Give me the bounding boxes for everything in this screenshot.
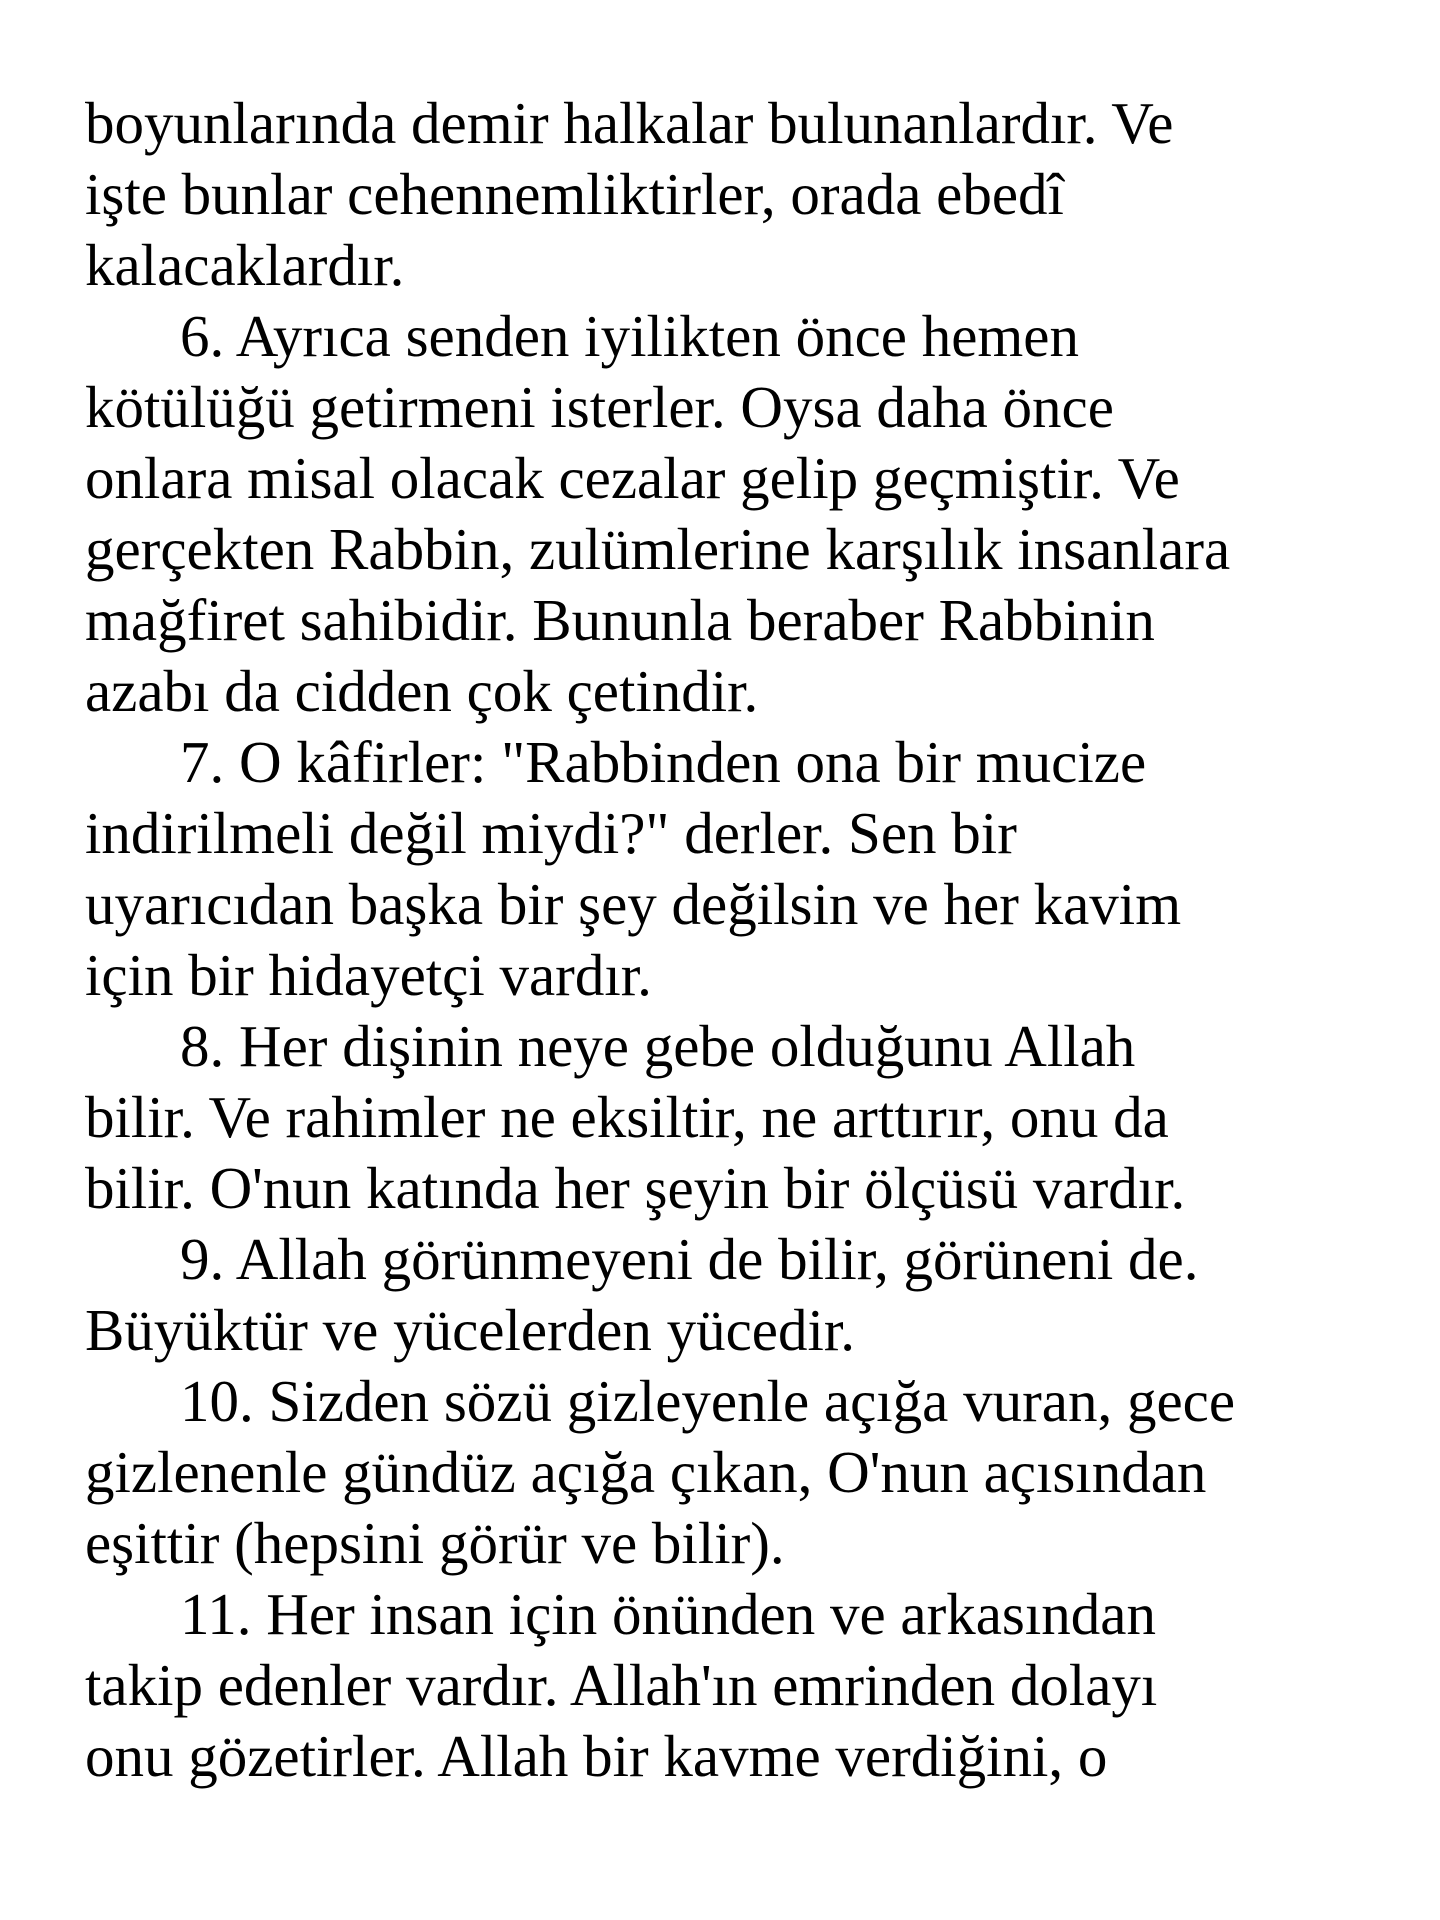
paragraph-continuation	[85, 88, 1385, 301]
body-text	[85, 88, 1385, 1792]
text-line: 9. Allah görünmeyeni de bilir, görüneni de.	[180, 1226, 1199, 1292]
text-line: indirilmeli değil miydi?" derler. Sen bir	[85, 800, 1017, 866]
text-line: takip edenler vardır. Allah'ın emrinden dolayı	[85, 1652, 1158, 1718]
text-line: onu gözetirler. Allah bir kavme verdiğini, o	[85, 1723, 1108, 1789]
text-line: işte bunlar cehennemliktirler, orada ebedî	[85, 161, 1064, 227]
text-line: boyunlarında demir halkalar bulunanlardır. Ve	[85, 90, 1174, 156]
text-line: 10. Sizden sözü gizleyenle açığa vuran, gece	[180, 1368, 1235, 1434]
text-line: kötülüğü getirmeni isterler. Oysa daha önce	[85, 374, 1114, 440]
paragraph-verse-6	[85, 301, 1385, 727]
paragraph-verse-11	[85, 1579, 1385, 1792]
text-line: için bir hidayetçi vardır.	[85, 942, 652, 1008]
text-line: azabı da cidden çok çetindir.	[85, 658, 759, 724]
text-line: mağfiret sahibidir. Bununla beraber Rabbinin	[85, 587, 1155, 653]
text-line: onlara misal olacak cezalar gelip geçmiştir. Ve	[85, 445, 1180, 511]
text-line: gerçekten Rabbin, zulümlerine karşılık insanlara	[85, 516, 1231, 582]
text-line: 7. O kâfirler: "Rabbinden ona bir mucize	[180, 729, 1147, 795]
text-line: 11. Her insan için önünden ve arkasından	[180, 1581, 1156, 1647]
paragraph-verse-10	[85, 1366, 1385, 1579]
text-line: bilir. Ve rahimler ne eksiltir, ne arttırır, onu da	[85, 1084, 1169, 1150]
text-line: gizlenenle gündüz açığa çıkan, O'nun açısından	[85, 1439, 1207, 1505]
text-line: Büyüktür ve yücelerden yücedir.	[85, 1297, 856, 1363]
text-line: 8. Her dişinin neye gebe olduğunu Allah	[180, 1013, 1136, 1079]
paragraph-verse-7	[85, 727, 1385, 1011]
text-line: uyarıcıdan başka bir şey değilsin ve her kavim	[85, 871, 1182, 937]
text-line: kalacaklardır.	[85, 232, 405, 298]
text-line: 6. Ayrıca senden iyilikten önce hemen	[180, 303, 1079, 369]
text-line: eşittir (hepsini görür ve bilir).	[85, 1510, 785, 1576]
paragraph-verse-8	[85, 1011, 1385, 1224]
text-line: bilir. O'nun katında her şeyin bir ölçüsü vardır.	[85, 1155, 1186, 1221]
paragraph-verse-9	[85, 1224, 1385, 1366]
